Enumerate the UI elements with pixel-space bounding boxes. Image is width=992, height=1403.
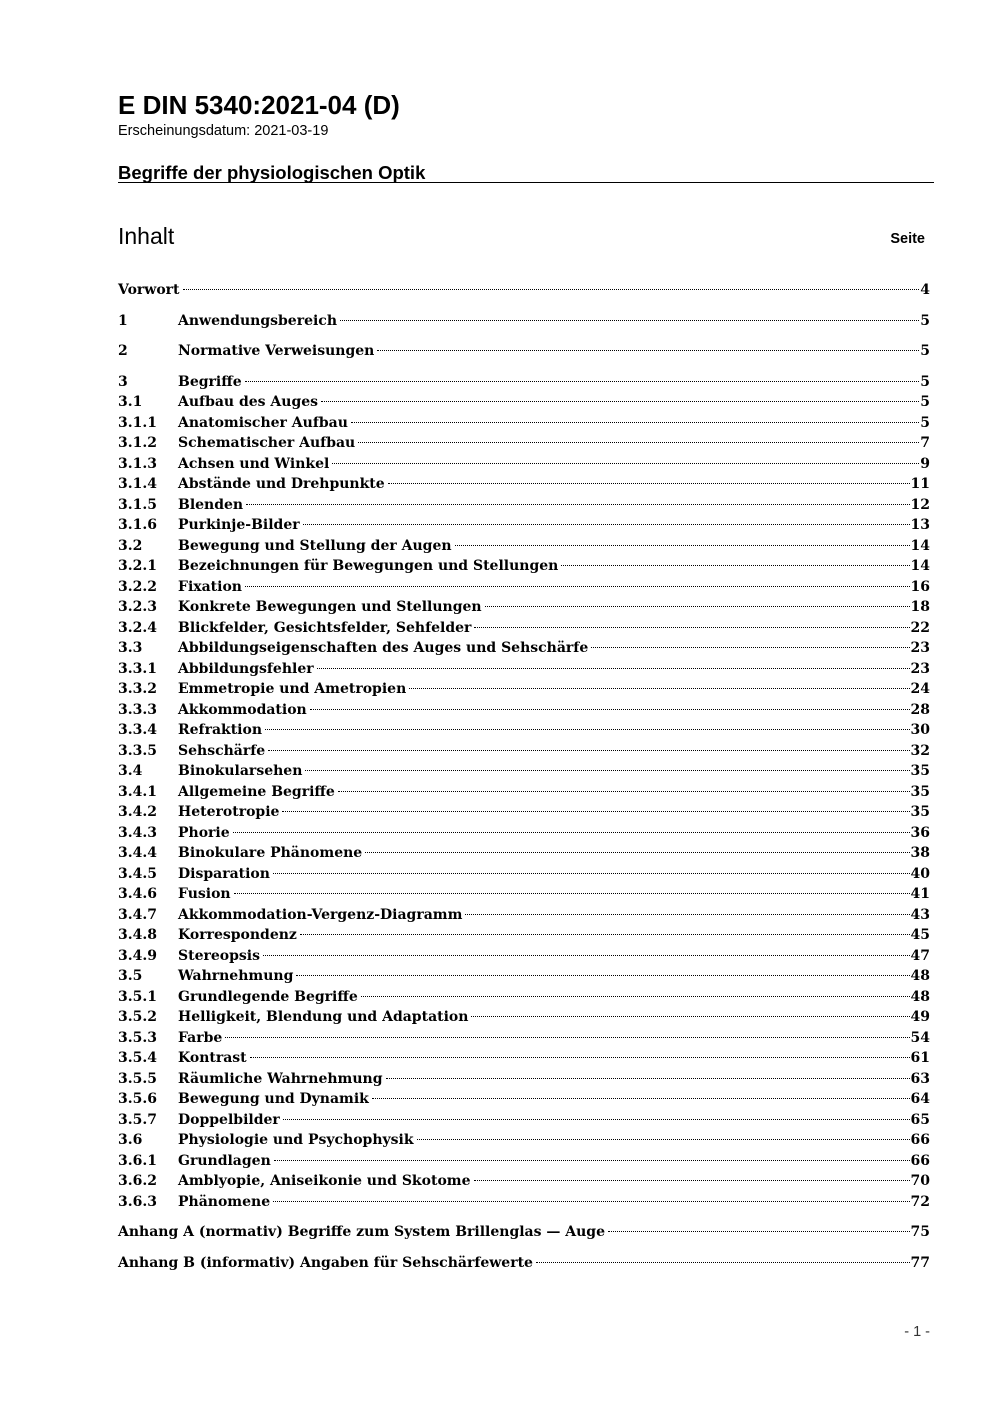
toc-entry-page: 23	[910, 660, 930, 677]
toc-dot-leader	[296, 975, 909, 976]
toc-entry[interactable]	[118, 884, 930, 905]
toc-entry-label: Emmetropie und Ametropien	[178, 681, 407, 697]
toc-dot-leader	[283, 1119, 910, 1120]
toc-dot-leader	[274, 1160, 910, 1161]
toc-entry-number: 3.4.2	[118, 804, 157, 820]
toc-entry-label: Normative Verweisungen	[178, 343, 375, 359]
toc-entry-number: 3.3.1	[118, 660, 157, 677]
toc-entry-number: 3.5.5	[118, 1070, 157, 1087]
toc-entry-number: 3.4.6	[118, 886, 157, 902]
toc-entry[interactable]	[118, 659, 930, 680]
toc-entry-page: 43	[910, 906, 930, 923]
toc-entry[interactable]	[118, 761, 930, 782]
toc-dot-leader	[455, 545, 910, 546]
toc-entry-label: Fusion	[178, 886, 231, 902]
toc-entry[interactable]	[118, 618, 930, 639]
toc-dot-leader	[250, 1057, 910, 1058]
toc-dot-leader	[273, 1201, 909, 1202]
toc-dot-leader	[310, 709, 910, 710]
document-title: Begriffe der physiologischen Optik	[118, 162, 426, 183]
toc-entry-page: 35	[910, 804, 930, 820]
toc-dot-leader	[485, 606, 910, 607]
toc-entry-page: 49	[910, 1009, 930, 1025]
toc-entry[interactable]	[118, 372, 930, 393]
toc-dot-leader	[388, 483, 910, 484]
toc-dot-leader	[591, 647, 909, 648]
toc-dot-leader	[245, 586, 910, 587]
toc-entry-page: 61	[910, 1050, 930, 1066]
toc-dot-leader	[225, 1037, 909, 1038]
toc-entry[interactable]	[118, 495, 930, 516]
toc-entry-label: Korrespondenz	[178, 927, 297, 943]
toc-entry-label: Bezeichnungen für Bewegungen und Stellungen	[178, 558, 559, 574]
toc-entry-label: Disparation	[178, 865, 270, 882]
toc-entry-number: 3.2.3	[118, 599, 157, 615]
toc-entry-label: Grundlegende Begriffe	[178, 988, 358, 1005]
toc-entry-page: 24	[910, 681, 930, 697]
toc-entry-page: 36	[910, 824, 930, 841]
toc-entry-page: 5	[920, 373, 930, 390]
toc-entry-page: 12	[910, 496, 930, 513]
toc-entry-number: 3.4.5	[118, 865, 157, 882]
toc-entry[interactable]	[118, 966, 930, 987]
toc-dot-leader	[268, 750, 909, 751]
toc-entry-number: 3.6.1	[118, 1152, 157, 1169]
toc-entry[interactable]	[118, 1171, 930, 1192]
toc-dot-leader	[386, 1078, 910, 1079]
toc-entry[interactable]	[118, 280, 930, 301]
toc-entry[interactable]	[118, 1028, 930, 1049]
toc-dot-leader	[282, 811, 909, 812]
toc-dot-leader	[561, 565, 909, 566]
toc-entry[interactable]	[118, 1089, 930, 1110]
toc-entry[interactable]	[118, 474, 930, 495]
toc-entry-page: 5	[920, 343, 930, 359]
toc-entry-page: 28	[910, 701, 930, 718]
toc-dot-leader	[317, 668, 910, 669]
toc-entry[interactable]	[118, 577, 930, 598]
toc-entry[interactable]	[118, 392, 930, 413]
toc-entry-page: 38	[910, 845, 930, 861]
toc-dot-leader	[234, 893, 910, 894]
toc-entry-label: Anhang A (normativ) Begriffe zum System Brillenglas — Auge	[118, 1224, 605, 1240]
toc-entry-number: 3.3.2	[118, 681, 157, 697]
toc-entry-number: 3.2.2	[118, 578, 157, 595]
toc-dot-leader	[246, 504, 909, 505]
toc-entry-label: Physiologie und Psychophysik	[178, 1132, 414, 1148]
toc-entry[interactable]	[118, 987, 930, 1008]
toc-entry[interactable]	[118, 1007, 930, 1028]
toc-entry-label: Binokulare Phänomene	[178, 845, 363, 861]
toc-dot-leader	[409, 688, 909, 689]
toc-dot-leader	[608, 1231, 910, 1232]
toc-entry[interactable]	[118, 1192, 930, 1213]
toc-dot-leader	[358, 442, 919, 443]
toc-entry-number: 3.5	[118, 968, 143, 984]
toc-entry-number: 3.5.1	[118, 988, 157, 1005]
toc-entry-label: Abstände und Drehpunkte	[178, 476, 385, 492]
toc-entry-label: Kontrast	[178, 1050, 247, 1066]
toc-entry-label: Farbe	[178, 1029, 223, 1046]
toc-entry-number: 3.2.4	[118, 619, 157, 636]
toc-entry-label: Anhang B (informativ) Angaben für Sehschärfewerte	[118, 1254, 533, 1271]
toc-entry-page: 30	[910, 722, 930, 738]
page-number: - 1 -	[904, 1324, 930, 1340]
toc-entry[interactable]	[118, 679, 930, 700]
toc-entry[interactable]	[118, 413, 930, 434]
toc-entry[interactable]	[118, 638, 930, 659]
toc-entry-label: Räumliche Wahrnehmung	[178, 1070, 383, 1087]
toc-entry[interactable]	[118, 536, 930, 557]
toc-entry-page: 77	[910, 1254, 930, 1271]
toc-entry-number: 3.1.3	[118, 455, 157, 472]
toc-entry-label: Vorwort	[118, 282, 180, 298]
toc-entry[interactable]	[118, 433, 930, 454]
toc-entry-label: Schematischer Aufbau	[178, 435, 356, 451]
toc-dot-leader	[321, 401, 919, 402]
toc-entry-label: Abbildungseigenschaften des Auges und Sehschärfe	[178, 640, 589, 656]
toc-dot-leader	[340, 320, 919, 321]
toc-entry-page: 41	[910, 886, 930, 902]
toc-entry-page: 65	[910, 1111, 930, 1128]
document-id: E DIN 5340:2021-04 (D)	[118, 90, 400, 120]
toc-entry-page: 54	[910, 1029, 930, 1046]
toc-entry-number: 3.3.3	[118, 701, 157, 718]
toc-entry-label: Phorie	[178, 824, 230, 841]
toc-entry-label: Blenden	[178, 496, 244, 513]
toc-entry-label: Purkinje-Bilder	[178, 517, 300, 533]
toc-entry[interactable]	[118, 311, 930, 332]
toc-entry-label: Anatomischer Aufbau	[178, 414, 348, 431]
toc-entry-number: 3.4.3	[118, 824, 157, 841]
toc-entry-page: 4	[920, 282, 930, 298]
toc-entry[interactable]	[118, 454, 930, 475]
toc-dot-leader	[474, 1180, 910, 1181]
toc-entry-page: 13	[910, 517, 930, 533]
toc-entry-page: 35	[910, 763, 930, 779]
toc-entry-label: Grundlagen	[178, 1152, 271, 1169]
toc-dot-leader	[365, 852, 909, 853]
toc-entry-page: 48	[910, 968, 930, 984]
toc-entry-number: 3.4.9	[118, 947, 157, 964]
toc-entry-number: 3.3	[118, 640, 143, 656]
toc-entry[interactable]	[118, 1048, 930, 1069]
toc-entry-number: 3.5.2	[118, 1009, 157, 1025]
toc-entry-page: 5	[920, 312, 930, 329]
toc-dot-leader	[377, 350, 919, 351]
toc-dot-leader	[417, 1139, 910, 1140]
toc-entry-label: Bewegung und Dynamik	[178, 1091, 369, 1107]
toc-dot-leader	[303, 524, 910, 525]
toc-entry[interactable]	[118, 905, 930, 926]
toc-entry-number: 3.1.5	[118, 496, 157, 513]
toc-entry-label: Allgemeine Begriffe	[178, 783, 335, 800]
toc-entry[interactable]	[118, 946, 930, 967]
toc-entry-page: 22	[910, 619, 930, 636]
toc-dot-leader	[361, 996, 910, 997]
toc-entry-page: 48	[910, 988, 930, 1005]
toc-entry-page: 14	[910, 558, 930, 574]
toc-entry-number: 3.2.1	[118, 558, 157, 574]
toc-entry[interactable]	[118, 597, 930, 618]
table-of-contents	[118, 280, 930, 1273]
toc-dot-leader	[305, 770, 909, 771]
toc-entry-number: 3.6.3	[118, 1193, 157, 1210]
toc-entry[interactable]	[118, 823, 930, 844]
toc-entry-number: 1	[118, 312, 128, 329]
toc-entry-label: Anwendungsbereich	[178, 312, 337, 329]
toc-entry-page: 35	[910, 783, 930, 800]
toc-heading: Inhalt	[118, 223, 175, 249]
toc-entry-label: Sehschärfe	[178, 742, 266, 759]
toc-dot-leader	[183, 289, 920, 290]
toc-entry-page: 5	[920, 414, 930, 431]
toc-entry-page: 5	[920, 394, 930, 410]
toc-entry-page: 47	[910, 947, 930, 964]
toc-entry-label: Blickfelder, Gesichtsfelder, Sehfelder	[178, 619, 472, 636]
toc-entry-label: Heterotropie	[178, 804, 280, 820]
toc-entry-page: 9	[920, 455, 930, 472]
toc-entry-number: 2	[118, 343, 128, 359]
toc-entry[interactable]	[118, 1110, 930, 1131]
toc-entry[interactable]	[118, 925, 930, 946]
toc-entry-page: 66	[910, 1132, 930, 1148]
toc-entry-label: Abbildungsfehler	[178, 660, 314, 677]
toc-entry-label: Achsen und Winkel	[178, 455, 330, 472]
toc-entry-page: 70	[910, 1173, 930, 1189]
toc-entry-number: 3.4.4	[118, 845, 157, 861]
toc-entry[interactable]	[118, 720, 930, 741]
toc-entry-number: 3.3.5	[118, 742, 157, 759]
toc-entry-page: 23	[910, 640, 930, 656]
toc-entry-page: 18	[910, 599, 930, 615]
toc-dot-leader	[465, 914, 909, 915]
toc-entry[interactable]	[118, 1253, 930, 1274]
page-column-label: Seite	[890, 231, 925, 247]
toc-entry-number: 3.4	[118, 763, 143, 779]
toc-dot-leader	[300, 934, 910, 935]
toc-entry-label: Doppelbilder	[178, 1111, 280, 1128]
toc-entry[interactable]	[118, 341, 930, 362]
toc-dot-leader	[245, 381, 920, 382]
toc-entry[interactable]	[118, 741, 930, 762]
toc-entry-label: Wahrnehmung	[178, 968, 294, 984]
toc-entry[interactable]	[118, 1151, 930, 1172]
toc-entry-number: 3.4.1	[118, 783, 157, 800]
toc-entry[interactable]	[118, 1222, 930, 1243]
toc-entry-number: 3.6.2	[118, 1173, 157, 1189]
toc-entry-number: 3.6	[118, 1132, 143, 1148]
toc-entry-label: Aufbau des Auges	[178, 394, 319, 410]
toc-entry-page: 16	[910, 578, 930, 595]
toc-entry-label: Phänomene	[178, 1193, 271, 1210]
toc-dot-leader	[265, 729, 910, 730]
toc-entry-page: 7	[920, 435, 930, 451]
title-divider	[118, 182, 934, 183]
toc-entry[interactable]	[118, 515, 930, 536]
toc-entry-label: Begriffe	[178, 373, 242, 390]
toc-entry[interactable]	[118, 782, 930, 803]
toc-entry-label: Konkrete Bewegungen und Stellungen	[178, 599, 482, 615]
toc-entry[interactable]	[118, 843, 930, 864]
toc-entry-number: 3.2	[118, 537, 143, 554]
toc-dot-leader	[351, 422, 919, 423]
toc-entry-label: Fixation	[178, 578, 242, 595]
toc-entry-label: Binokularsehen	[178, 763, 303, 779]
toc-entry-page: 75	[910, 1224, 930, 1240]
toc-entry-page: 40	[910, 865, 930, 882]
toc-entry-label: Akkommodation-Vergenz-Diagramm	[178, 906, 463, 923]
toc-entry-number: 3.4.7	[118, 906, 157, 923]
toc-dot-leader	[273, 873, 910, 874]
toc-dot-leader	[536, 1262, 910, 1263]
toc-entry[interactable]	[118, 864, 930, 885]
toc-entry-page: 45	[910, 927, 930, 943]
toc-entry[interactable]	[118, 802, 930, 823]
toc-dot-leader	[372, 1098, 910, 1099]
toc-dot-leader	[233, 832, 910, 833]
toc-entry-number: 3.3.4	[118, 722, 157, 738]
toc-entry-number: 3.5.7	[118, 1111, 157, 1128]
toc-entry-number: 3.5.4	[118, 1050, 157, 1066]
document-header	[118, 90, 934, 185]
publication-date: Erscheinungsdatum: 2021-03-19	[118, 123, 329, 139]
toc-entry[interactable]	[118, 556, 930, 577]
toc-entry-label: Amblyopie, Aniseikonie und Skotome	[178, 1173, 471, 1189]
toc-entry-page: 66	[910, 1152, 930, 1169]
toc-entry-number: 3.5.3	[118, 1029, 157, 1046]
toc-entry[interactable]	[118, 700, 930, 721]
toc-entry-number: 3.1.4	[118, 476, 157, 492]
toc-entry-number: 3.1	[118, 394, 143, 410]
toc-entry-number: 3.1.6	[118, 517, 157, 533]
toc-entry-page: 64	[910, 1091, 930, 1107]
toc-entry[interactable]	[118, 1069, 930, 1090]
toc-entry-number: 3.5.6	[118, 1091, 157, 1107]
toc-entry-number: 3.1.2	[118, 435, 157, 451]
toc-entry-label: Stereopsis	[178, 947, 260, 964]
toc-entry-page: 14	[910, 537, 930, 554]
toc-entry-page: 72	[910, 1193, 930, 1210]
toc-entry-label: Akkommodation	[178, 701, 307, 718]
toc-entry-label: Bewegung und Stellung der Augen	[178, 537, 452, 554]
toc-entry-label: Helligkeit, Blendung und Adaptation	[178, 1009, 469, 1025]
toc-entry-number: 3.1.1	[118, 414, 157, 431]
toc-dot-leader	[474, 627, 909, 628]
toc-dot-leader	[338, 791, 910, 792]
toc-entry-page: 63	[910, 1070, 930, 1087]
toc-dot-leader	[263, 955, 910, 956]
toc-entry-number: 3	[118, 373, 128, 390]
toc-entry-page: 32	[910, 742, 930, 759]
toc-entry[interactable]	[118, 1130, 930, 1151]
toc-entry-number: 3.4.8	[118, 927, 157, 943]
toc-dot-leader	[471, 1016, 909, 1017]
toc-dot-leader	[332, 463, 919, 464]
toc-entry-page: 11	[910, 476, 930, 492]
toc-entry-label: Refraktion	[178, 722, 263, 738]
